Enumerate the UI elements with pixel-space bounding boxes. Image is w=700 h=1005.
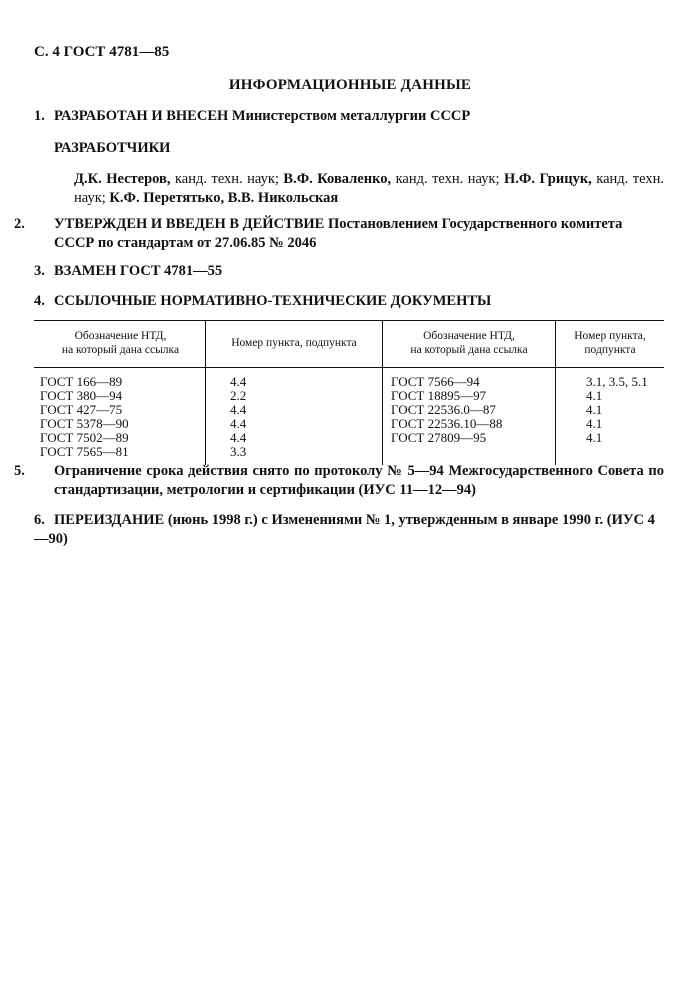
section-1 [34, 107, 664, 126]
section-5-text: Ограничение срока действия снято по протоколу № 5—94 Межгосударственного Совета по стандартизации, метрологии и сертификации (ИУС 11—12—94) [54, 463, 664, 498]
section-3-text: ВЗАМЕН ГОСТ 4781—55 [54, 263, 223, 279]
table-cell: ГОСТ 22536.0—87 [383, 403, 556, 417]
developer-name: Д.К. Нестеров, [74, 171, 171, 187]
developers-heading: РАЗРАБОТЧИКИ [54, 140, 171, 156]
section-5 [14, 462, 664, 500]
table-cell: ГОСТ 7502—89 [40, 430, 129, 445]
table-cell: 4.4 [206, 403, 383, 417]
section-3 [34, 262, 664, 281]
section-2 [14, 215, 664, 253]
column-header: Номер пункта, подпункта [556, 321, 665, 368]
section-2-number: 2. [14, 216, 25, 232]
table-cell: 4.1 [556, 389, 665, 403]
table-cell: ГОСТ 22536.10—88 [383, 417, 556, 431]
table-cell: 2.2 [206, 389, 383, 403]
references-table [34, 320, 664, 465]
section-1-text: РАЗРАБОТАН И ВНЕСЕН Министерством металлургии СССР [54, 108, 471, 124]
section-1-number: 1. [34, 108, 45, 124]
table-cell: 4.4 [206, 417, 383, 431]
table-row [34, 431, 664, 445]
table-cell: ГОСТ 380—94 [40, 388, 123, 403]
section-6 [34, 511, 664, 549]
table-row [34, 389, 664, 403]
table-header-row [34, 321, 664, 368]
table-cell: ГОСТ 7566—94 [383, 368, 556, 390]
section-4-number: 4. [34, 293, 45, 309]
section-5-number: 5. [14, 463, 25, 479]
table-row [34, 417, 664, 431]
table-row [34, 403, 664, 417]
section-6-number: 6. [34, 512, 45, 528]
table-cell: 3.1, 3.5, 5.1 [556, 368, 665, 390]
developer-name: В.Ф. Коваленко, [283, 171, 392, 187]
section-4-text: ССЫЛОЧНЫЕ НОРМАТИВНО-ТЕХНИЧЕСКИЕ ДОКУМЕНТЫ [54, 293, 492, 309]
developer-name: Н.Ф. Грицук, [504, 171, 592, 187]
section-3-number: 3. [34, 263, 45, 279]
developer-title: канд. техн. наук; [74, 171, 664, 206]
column-header: Обозначение НТД, на который дана ссылка [34, 321, 206, 368]
section-6-text: ПЕРЕИЗДАНИЕ (июнь 1998 г.) с Изменениями № 1, утвержденным в январе 1990 г. (ИУС 4—90) [34, 512, 655, 547]
table-cell: 3.3 [206, 445, 383, 465]
table-cell: ГОСТ 166—89 [40, 374, 123, 389]
table-cell: 4.1 [556, 417, 665, 431]
table-cell: ГОСТ 5378—90 [40, 416, 129, 431]
table-cell: ГОСТ 7565—81 [40, 444, 129, 459]
table-cell: 4.4 [206, 368, 383, 390]
developer-title: канд. техн. наук; [391, 171, 505, 187]
developer-name: К.Ф. Перетятько, В.В. Никольская [109, 190, 339, 206]
developer-title: канд. техн. наук; [170, 171, 284, 187]
section-4 [34, 292, 664, 311]
developers-list [74, 170, 664, 208]
column-header: Номер пункта, подпункта [206, 321, 383, 368]
table-cell: 4.1 [556, 431, 665, 445]
table-cell: 4.4 [206, 431, 383, 445]
column-header: Обозначение НТД, на который дана ссылка [383, 321, 556, 368]
page-header: С. 4 ГОСТ 4781—85 [34, 44, 170, 60]
table-cell: 4.1 [556, 403, 665, 417]
table-cell: ГОСТ 18895—97 [383, 389, 556, 403]
section-2-text: УТВЕРЖДЕН И ВВЕДЕН В ДЕЙСТВИЕ Постановлением Государственного комитета СССР по стандартам от 27.06.85 № 2046 [54, 216, 623, 251]
table-cell: ГОСТ 427—75 [40, 402, 123, 417]
table-row [34, 368, 664, 390]
table-cell: ГОСТ 27809—95 [383, 431, 556, 445]
page-title: ИНФОРМАЦИОННЫЕ ДАННЫЕ [228, 77, 472, 93]
